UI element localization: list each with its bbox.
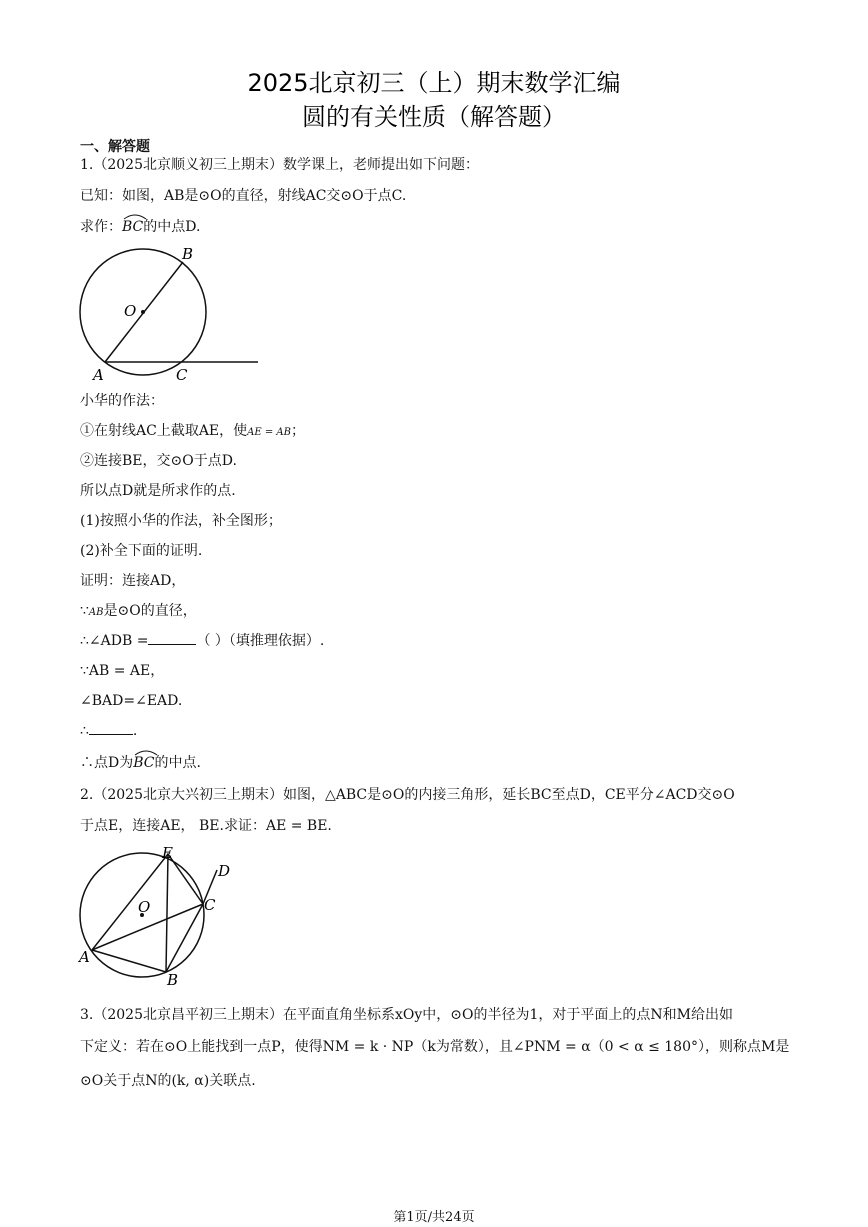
label-c: C [176,366,188,384]
q1-proof-start: 证明：连接AD， [80,573,186,589]
q1-ask [80,218,200,236]
document-title-line1: 2025北京初三（上）期末数学汇编 [247,69,621,97]
q1-step2: ②连接BE，交⊙O于点D. [80,453,237,469]
q1-figure-circle [78,244,268,384]
q1-final: ∴点D为 BC的中点. [80,754,201,772]
center-point [141,310,145,314]
arc-symbol-icon [133,748,159,756]
label-o: O [138,898,151,916]
q2-line2: 于点E，连接AE， BE.求证：AE = BE. [80,818,332,834]
q1-ask-prefix: 求作： [80,219,122,235]
section-heading: 一、解答题 [80,139,150,155]
page-footer: 第1页/共24页 [393,1210,475,1225]
answer-blank-1[interactable] [148,632,196,645]
label-b: B [182,245,194,263]
document-title-line2: 圆的有关性质（解答题） [302,103,566,131]
q1-because1: ∵AB是⊙O的直径， [80,603,197,619]
q1-given: 已知：如图，AB是⊙O的直径，射线AC交⊙O于点C. [80,188,407,204]
q1-step1: ①在射线AC上截取AE，使AE = AB； [80,423,305,439]
label-e: E [162,844,173,862]
q1-part2: (2)补全下面的证明. [80,543,203,559]
label-a: A [93,366,104,384]
q3-line1: 3.（2025北京昌平初三上期末）在平面直角坐标系xOy中，⊙O的半径为1，对于平面上的点N和M给出如 [80,1007,733,1023]
q1-part1: (1)按照小华的作法，补全图形； [80,513,282,529]
q1-step1-small: AE = AB [247,427,291,438]
label-a: A [79,948,90,966]
label-d: D [218,862,231,880]
q2-line1: 2.（2025北京大兴初三上期末）如图，△ABC是⊙O的内接三角形，延长BC至点D，CE平分∠ACD交⊙O [80,787,735,803]
q3-line2: 下定义：若在⊙O上能找到一点P，使得NM = k · NP（k为常数），且∠PNM = α（0 < α ≤ 180°），则称点M是 [80,1039,790,1055]
q1-because2: ∵AB = AE， [80,663,165,679]
q1-method-title: 小华的作法： [80,393,164,409]
q1-conclusion: 所以点D就是所求作的点. [80,483,236,499]
q1-angle-eq: ∠BAD=∠EAD. [80,693,183,709]
q1-therefore2: ∴ . [80,723,138,739]
label-b: B [167,971,179,988]
q1-final-arc-bc: BC [133,754,154,772]
segment-eb [166,854,168,972]
q1-intro: 1.（2025北京顺义初三上期末）数学课上，老师提出如下问题： [80,157,479,173]
q2-figure-circle [76,842,246,988]
label-o: O [124,302,137,320]
q1-ask-suffix: 的中点D. [143,219,201,235]
q1-arc-bc: BC [122,218,143,236]
arc-symbol-icon [122,212,148,220]
answer-blank-2[interactable] [89,722,133,735]
q1-therefore1: ∴∠ADB = （ ）（填推理依据）. [80,633,325,649]
q3-line3: ⊙O关于点N的(k, α)关联点. [80,1073,256,1089]
label-c: C [204,896,216,914]
